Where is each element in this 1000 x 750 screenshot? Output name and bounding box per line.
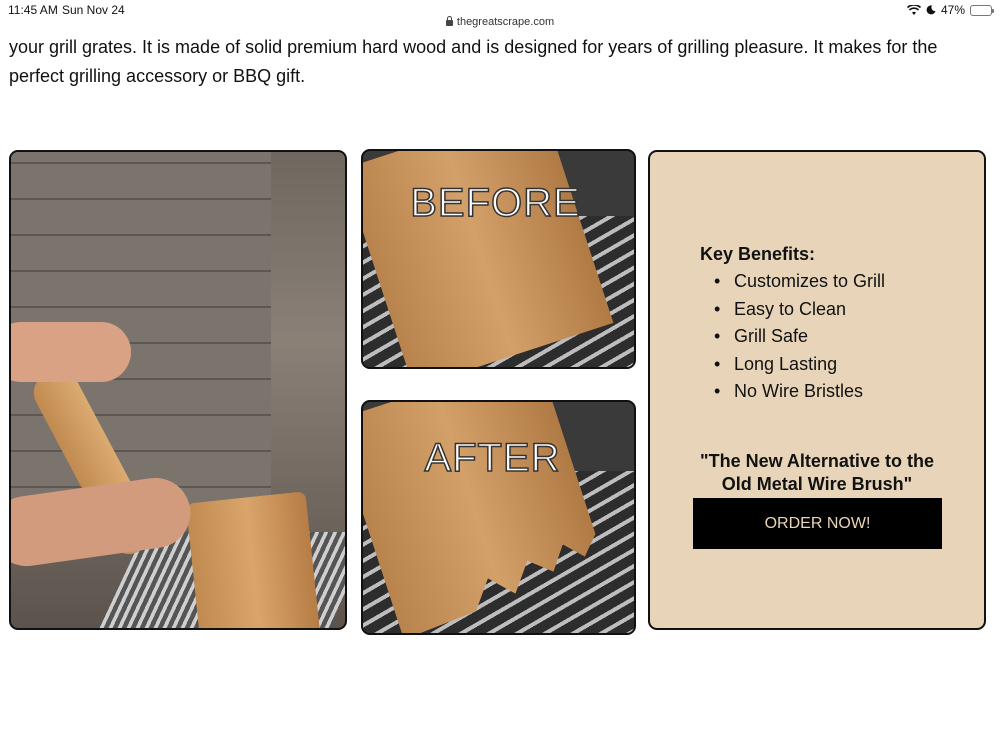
after-photo [361,400,636,635]
product-photo-in-use [9,150,347,630]
status-date: Sun Nov 24 [62,3,125,17]
tagline-line-1: "The New Alternative to the [700,451,934,471]
tagline-line-2: Old Metal Wire Brush" [721,474,913,494]
battery-icon [970,5,992,16]
list-item: • Grill Safe [734,323,885,351]
tagline-quote [650,450,984,496]
list-item: • Long Lasting [734,351,885,379]
list-item: • Easy to Clean [734,296,885,324]
scraper-paddle [186,491,326,630]
before-photo [361,149,636,369]
benefits-list [734,268,885,406]
wifi-icon [907,5,921,16]
order-now-button[interactable]: ORDER NOW! [693,498,942,549]
address-bar[interactable] [0,16,1000,34]
battery-percent: 47% [940,3,965,17]
benefits-panel [648,150,986,630]
url-text: thegreatscrape.com [456,16,555,28]
list-item: • Customizes to Grill [734,268,885,296]
before-label: BEFORE [410,181,581,225]
lock-icon [446,20,453,26]
status-time: 11:45 AM [8,3,58,17]
status-right [907,3,992,17]
hand-upper [9,322,131,382]
benefits-title: Key Benefits: [700,244,816,264]
after-label: AFTER [424,436,561,480]
moon-icon [926,5,936,15]
list-item: • No Wire Bristles [734,378,885,406]
intro-text: your grill grates. It is made of solid premium hard wood and is designed for years of grilling pleasure. It makes for the perfect grilling accessory or BBQ gift. [9,37,938,86]
